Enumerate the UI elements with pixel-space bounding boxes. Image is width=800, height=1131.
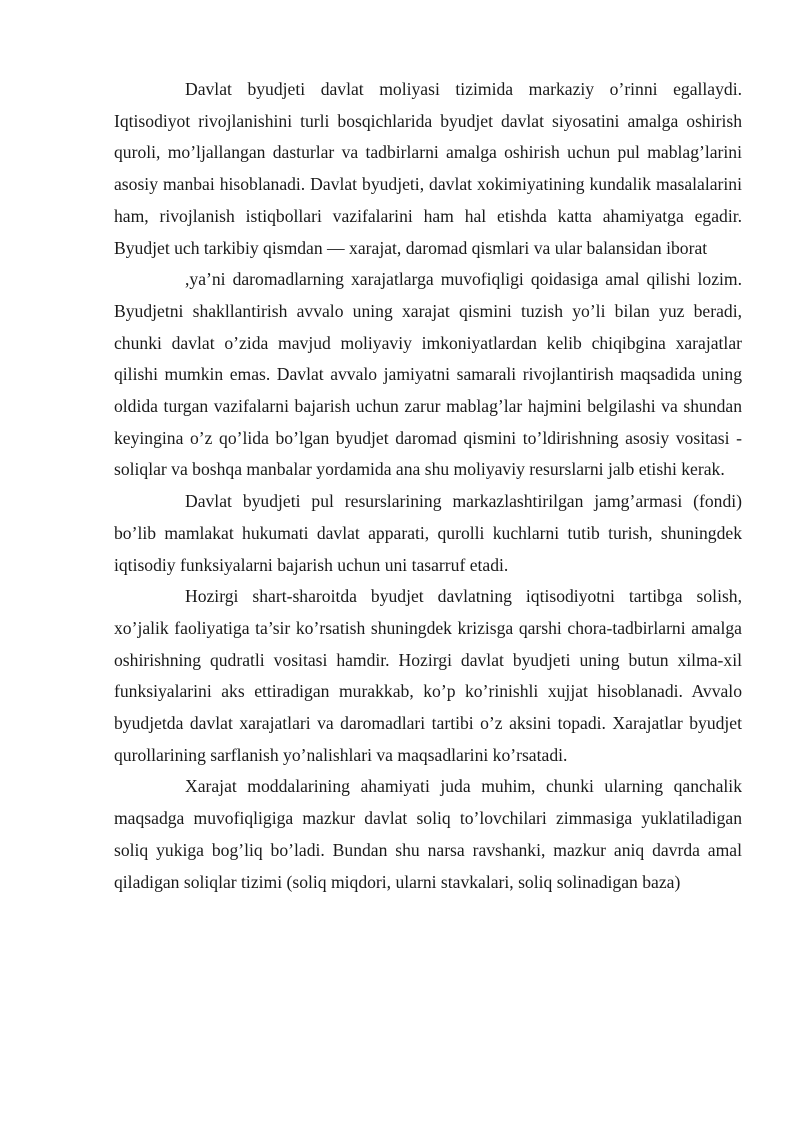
document-body bbox=[114, 74, 742, 898]
paragraph-4: Hozirgi shart-sharoitda byudjet davlatning iqtisodiyotni tartibga solish, xo’jalik faoliyatiga ta’sir ko’rsatish shuningdek krizisga qarshi chora-tadbirlarni amalga oshirishning qudratli vositasi hamdir. Hozirgi davlat byudjeti uning butun xilma-xil funksiyalarini aks ettiradigan murakkab, ko’p ko’rinishli xujjat hisoblanadi. Avvalo byudjetda davlat xarajatlari va daromadlari tartibi o’z aksini topadi. Xarajatlar byudjet qurollarining sarflanish yo’nalishlari va maqsadlarini ko’rsatadi. bbox=[114, 586, 742, 765]
paragraph-1: Davlat byudjeti davlat moliyasi tizimida markaziy o’rinni egallaydi. Iqtisodiyot rivojlanishini turli bosqichlarida byudjet davlat siyosatini amalga oshirish quroli, mo’ljallangan dasturlar va tadbirlarni amalga oshirish uchun pul mablag’larini asosiy manbai hisoblanadi. Davlat byudjeti, davlat xokimiyatining kundalik masalalarini ham, rivojlanish istiqbollari vazifalarini ham hal etishda katta ahamiyatga egadir. Byudjet uch tarkibiy qismdan — xarajat, daromad qismlari va ular balansidan iborat bbox=[114, 79, 742, 258]
paragraph-2: ,ya’ni daromadlarning xarajatlarga muvofiqligi qoidasiga amal qilishi lozim. Byudjetni shakllantirish avvalo uning xarajat qismini tuzish yo’li bilan yuz beradi, chunki davlat o’zida mavjud moliyaviy imkoniyatlardan kelib chiqibgina xarajatlar qilishi mumkin emas. Davlat avvalo jamiyatni samarali rivojlantirish maqsadida uning oldida turgan vazifalarni bajarish uchun zarur mablag’lar hajmini belgilashi va shundan keyingina o’z qo’lida bo’lgan byudjet daromad qismini to’ldirishning asosiy vositasi - soliqlar va boshqa manbalar yordamida ana shu moliyaviy resurslarni jalb etishi kerak. bbox=[114, 269, 742, 480]
paragraph-5: Xarajat moddalarining ahamiyati juda muhim, chunki ularning qanchalik maqsadga muvofiqligiga mazkur davlat soliq to’lovchilari zimmasiga yuklatiladigan soliq yukiga bog’liq bo’ladi. Bundan shu narsa ravshanki, mazkur aniq davrda amal qiladigan soliqlar tizimi (soliq miqdori, ularni stavkalari, soliq solinadigan baza) bbox=[114, 776, 742, 892]
paragraph-3: Davlat byudjeti pul resurslarining markazlashtirilgan jamg’armasi (fondi) bo’lib mamlakat hukumati davlat apparati, qurolli kuchlarni tutib turish, shuningdek iqtisodiy funksiyalarni bajarish uchun uni tasarruf etadi. bbox=[114, 491, 742, 575]
